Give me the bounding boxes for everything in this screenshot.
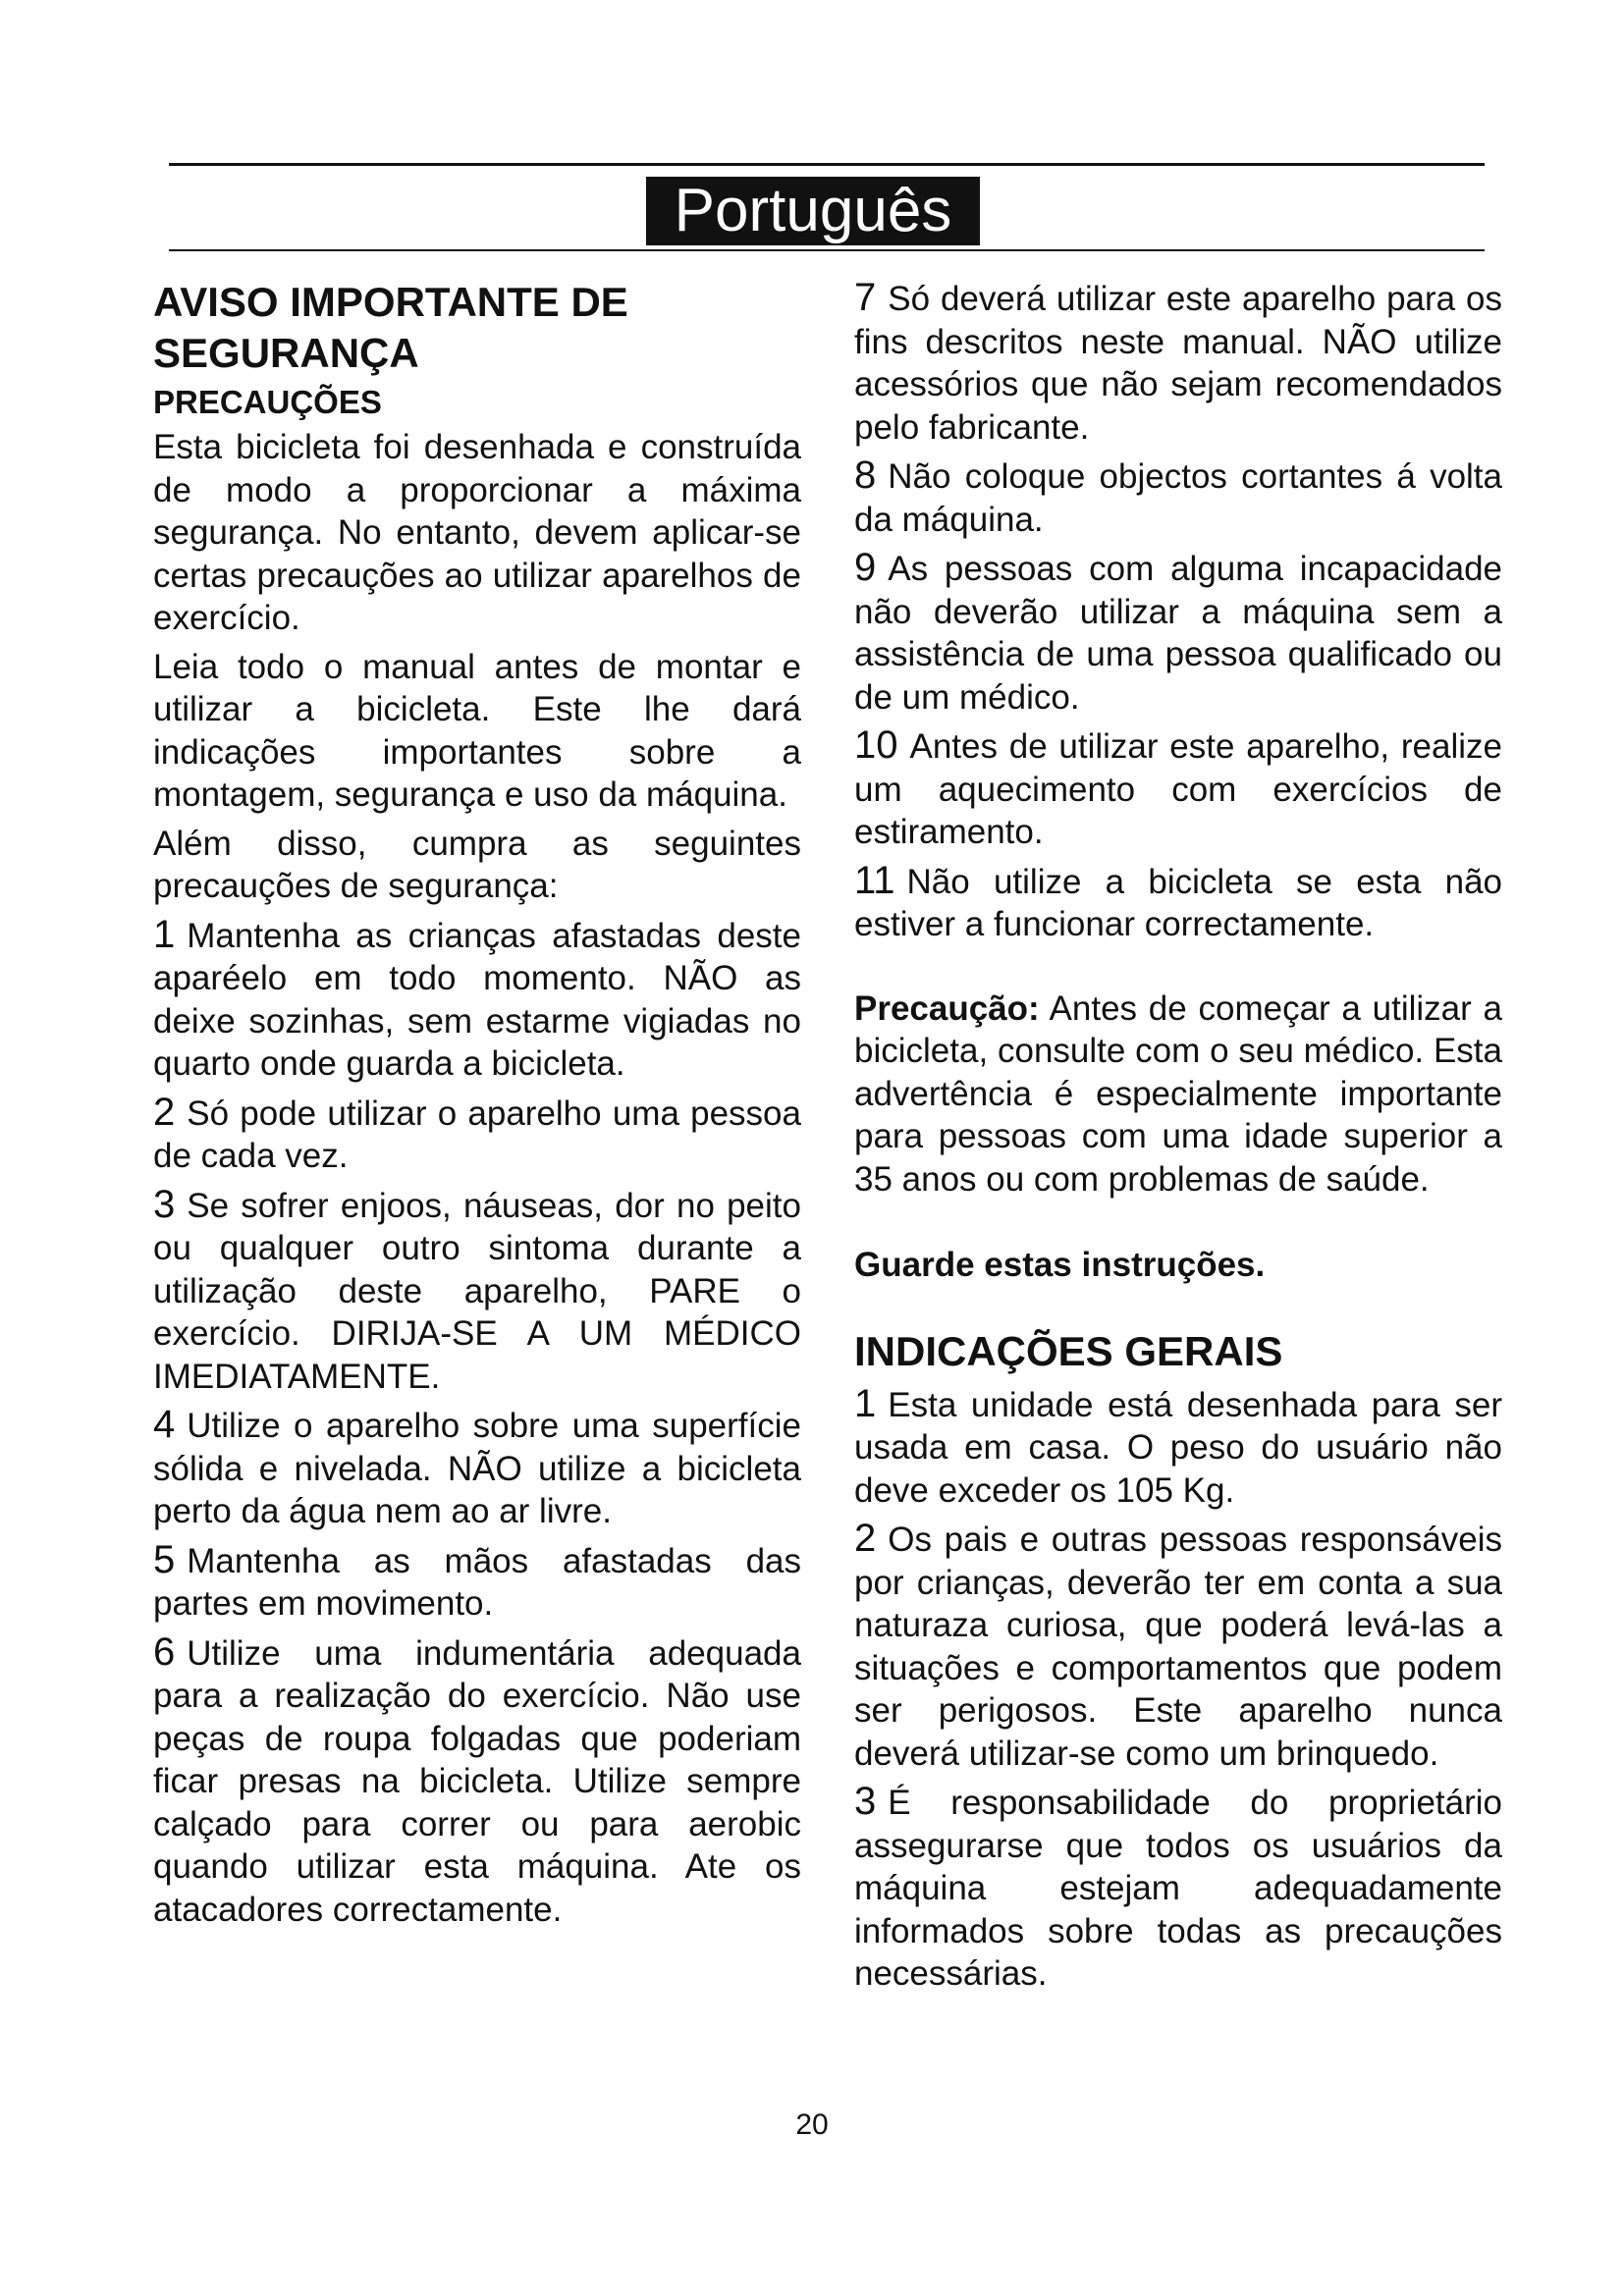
safety-item-11 (854, 860, 1502, 946)
caution-text: Antes de começar a utilizar a bicicleta, consulte com o seu médico. Esta advertência é especialmente importante para pessoas com uma idade superior a 35 anos ou com problemas de saúde. (854, 988, 1503, 1199)
item-text: Não coloque objectos cortantes á volta da máquina. (854, 457, 1502, 539)
item-number: 3 (153, 1182, 176, 1226)
item-number: 2 (854, 1517, 877, 1560)
safety-item-3 (153, 1184, 801, 1399)
safety-item-1 (153, 914, 801, 1086)
item-number: 10 (854, 723, 898, 767)
item-text: Mantenha as crianças afastadas deste aparéelo em todo momento. NÃO as deixe sozinhas, sem estarme vigiadas no quarto onde guarda a bicicleta. (153, 916, 801, 1083)
item-number: 4 (153, 1403, 176, 1446)
item-text: Não utilize a bicicleta se esta não estiver a funcionar correctamente. (854, 862, 1502, 943)
item-number: 1 (854, 1381, 877, 1425)
item-number: 3 (854, 1780, 877, 1823)
safety-item-7 (854, 277, 1502, 449)
header-rule-top (169, 163, 1485, 166)
general-item-1 (854, 1383, 1502, 1513)
safety-item-9 (854, 547, 1502, 719)
left-column (153, 277, 801, 1937)
item-number: 11 (854, 858, 895, 902)
intro-paragraph-1: Esta bicicleta foi desenhada e construída de modo a proporcionar a máxima segurança. No entanto, devem aplicar-se certas precauções ao utilizar aparelhos de exercício. (153, 428, 801, 637)
spacer (854, 952, 1502, 988)
item-text: Antes de utilizar este aparelho, realize um aquecimento com exercícios de estiramento. (854, 727, 1502, 851)
safety-item-2 (153, 1092, 801, 1178)
header-rule-bottom (169, 249, 1485, 251)
general-indications-heading: INDICAÇÕES GERAIS (854, 1327, 1283, 1374)
item-number: 7 (854, 276, 877, 319)
intro-paragraph-2: Leia todo o manual antes de montar e utilizar a bicicleta. Este lhe dará indicações importantes sobre a montagem, segurança e uso da máquina. (153, 647, 801, 814)
item-number: 6 (153, 1629, 176, 1674)
item-text: Utilize o aparelho sobre uma superfície sólida e nivelada. NÃO utilize a bicicleta perto da água nem ao ar livre. (153, 1407, 801, 1530)
general-item-3 (854, 1781, 1502, 1996)
safety-heading (153, 277, 801, 379)
safety-heading-line1: AVISO IMPORTANTE DE (153, 279, 628, 325)
item-text: Utilize uma indumentária adequada para a realização do exercício. Não use peças de roupa folgadas que poderiam ficar presas na bicicleta. Utilize sempre calçado para correr ou para aerobic quando utilizar esta máquina. Ate os atacadores correctamente. (153, 1633, 801, 1929)
save-instructions: Guarde estas instruções. (854, 1246, 1266, 1284)
item-text: É responsabilidade do proprietário assegurarse que todos os usuários da máquina estejam adequadamente informados sobre todas as precauções necessárias. (854, 1784, 1502, 1993)
general-item-2 (854, 1518, 1502, 1775)
item-text: As pessoas com alguma incapacidade não deverão utilizar a máquina sem a assistência de uma pessoa qualificado ou de um médico. (854, 550, 1502, 717)
caution-paragraph (854, 988, 1502, 1201)
page-number: 20 (795, 2109, 829, 2141)
safety-item-10 (854, 724, 1502, 854)
item-number: 2 (153, 1090, 176, 1134)
item-text: Se sofrer enjoos, náuseas, dor no peito ou qualquer outro sintoma durante a utilização deste aparelho, PARE o exercício. DIRIJA-SE A UM MÉDICO IMEDIATAMENTE. (153, 1186, 801, 1396)
caution-label: Precaução: (854, 988, 1040, 1028)
safety-heading-line2: SEGURANÇA (153, 330, 419, 376)
item-number: 1 (153, 912, 176, 956)
precautions-subheading: PRECAUÇÕES (153, 384, 382, 420)
safety-item-4 (153, 1404, 801, 1533)
item-text: Esta unidade está desenhada para ser usada em casa. O peso do usuário não deve exceder os 105 Kg. (854, 1385, 1502, 1510)
item-text: Só pode utilizar o aparelho uma pessoa de cada vez. (153, 1094, 801, 1175)
right-column (854, 277, 1502, 2002)
safety-item-8 (854, 454, 1502, 541)
intro-paragraph-3: Além disso, cumpra as seguintes precauções de segurança: (153, 824, 801, 905)
language-banner: Português (646, 177, 980, 245)
safety-item-5 (153, 1539, 801, 1626)
item-number: 5 (153, 1537, 176, 1581)
item-text: Mantenha as mãos afastadas das partes em movimento. (153, 1541, 801, 1623)
item-number: 9 (854, 546, 877, 589)
item-text: Os pais e outras pessoas responsáveis por crianças, deverão ter em conta a sua naturaza curiosa, que poderá levá-las a situações e comportamentos que podem ser perigosos. Este aparelho nunca deverá utilizar-se como um brinquedo. (854, 1521, 1502, 1773)
item-text: Só deverá utilizar este aparelho para os fins descritos neste manual. NÃO utilize acessórios que não sejam recomendados pelo fabricante. (854, 280, 1502, 447)
safety-item-6 (153, 1631, 801, 1932)
item-number: 8 (854, 454, 877, 497)
